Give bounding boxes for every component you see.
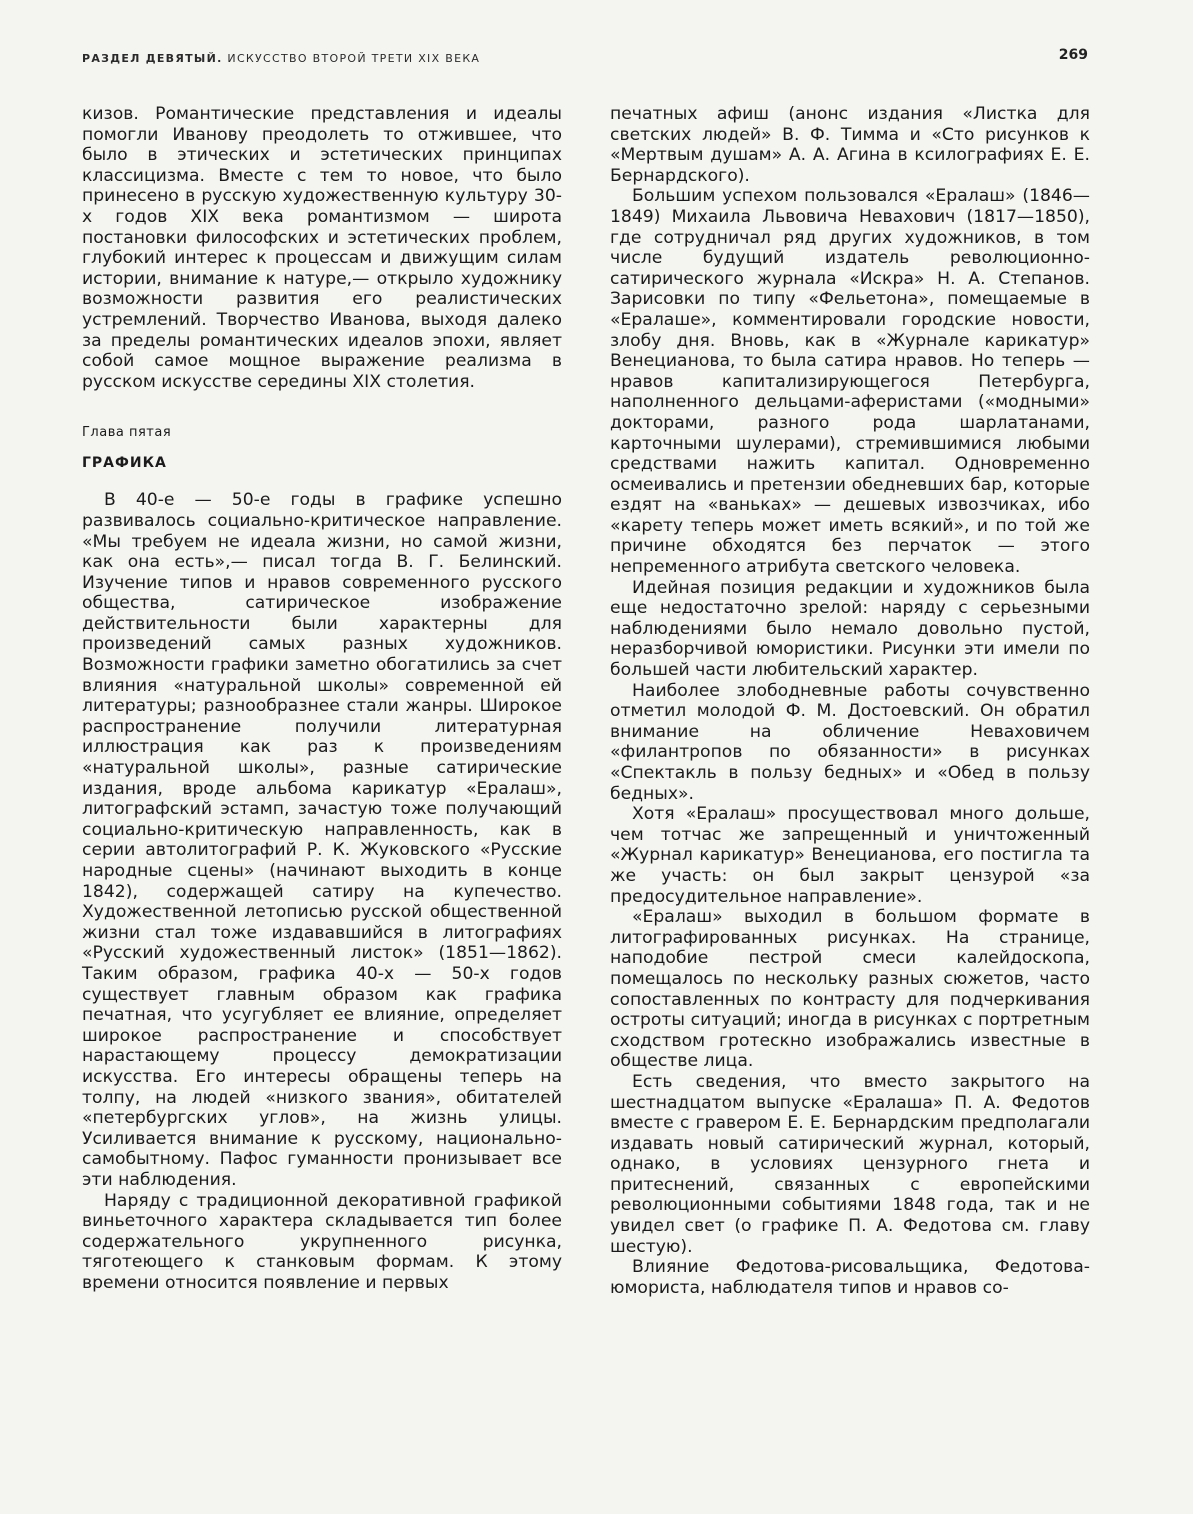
paragraph: Наряду с традиционной декоративной графикой виньеточного характера складывается тип более содержательного укрупненного рисунка, тяготеющего к станковым формам. К этому времени относится появление и первых — [82, 1190, 562, 1293]
section-label: РАЗДЕЛ ДЕВЯТЫЙ. — [82, 52, 223, 65]
paragraph: Наиболее злободневные работы сочувственно отметил молодой Ф. М. Достоевский. Он обратил внимание на обличение Неваховичем «филантропов по обязанности» в рисунках «Спектакль в пользу бедных» и «Обед в пользу бедных». — [610, 680, 1090, 804]
chapter-title: ГРАФИКА — [82, 455, 167, 472]
paragraph: Хотя «Ералаш» просуществовал много дольше, чем тотчас же запрещенный и уничтоженный «Журнал карикатур» Венецианова, его постигла та же участь: он был закрыт цензурой «за предосудительное направление». — [610, 804, 1090, 907]
paragraph: Есть сведения, что вместо закрытого на шестнадцатом выпуске «Ералаша» П. А. Федотов вместе с гравером Е. Е. Бернардским предполагали издавать новый сатирический журнал, который, однако, в условиях цензурного гнета и притеснений, связанных с европейскими революционными событиями 1848 года, так и не увидел свет (о графике П. А. Федотова см. главу шестую). — [610, 1071, 1090, 1257]
paragraph: В 40-е — 50-е годы в графике успешно развивалось социально-критическое направление. «Мы требуем не идеала жизни, но самой жизни, как она есть»,— писал тогда В. Г. Белинский. Изучение типов и нравов современного русского общества, сатирическое изображение действительности были характерны для произведений самых разных художников. Возможности графики заметно обогатились за счет влияния «натуральной школы» современной ей литературы; разнообразнее стали жанры. Широкое распространение получили литературная иллюстрация как раз к произведениям «натуральной школы», разные сатирические издания, вроде альбома карикатур «Ералаш», литографский эстамп, зачастую тоже получающий социально-критическую направленность, как в серии автолитографий Р. К. Жуковского «Русские народные сцены» (начинают выходить в конце 1842), содержащей сатиру на купечество. Художественной летописью русской общественной жизни стал тоже издававшийся в литографиях «Русский художественный листок» (1851—1862). Таким образом, графика 40-х — 50-х годов существует главным образом как графика печатная, что усугубляет ее влияние, определяет широкое распространение и способствует нарастающему процессу демократизации искусства. Его интересы обращены теперь на толпу, на людей «низкого звания», обитателей «петербургских углов», на жизнь улицы. Усиливается внимание к русскому, национально-самобытному. Пафос гуманности пронизывает все эти наблюдения. — [82, 490, 562, 1190]
left-column — [82, 104, 562, 1293]
right-column — [610, 104, 1090, 1298]
chapter-label: Глава пятая — [82, 425, 172, 441]
section-subtitle: ИСКУССТВО ВТОРОЙ ТРЕТИ XIX ВЕКА — [227, 52, 481, 65]
paragraph: печатных афиш (анонс издания «Листка для светских людей» В. Ф. Тимма и «Сто рисунков к «Мертвым душам» А. А. Агина в ксилографиях Е. Е. Бернардского). — [610, 104, 1090, 186]
paragraph: Идейная позиция редакции и художников была еще недостаточно зрелой: наряду с серьезными наблюдениями было немало довольно пустой, неразборчивой юмористики. Рисунки эти имели по большей части любительский характер. — [610, 577, 1090, 681]
paragraph: Большим успехом пользовался «Ералаш» (1846—1849) Михаила Львовича Невахович (1817—1850), где сотрудничал ряд других художников, в том числе будущий издатель революционно-сатирического журнала «Искра» Н. А. Степанов. Зарисовки по типу «Фельетона», помещаемые в «Ералаше», комментировали городские новости, злобу дня. Вновь, как в «Журнале карикатур» Венецианова, то была сатира нравов. Но теперь — нравов капитализирующегося Петербурга, наполненного дельцами-аферистами («модными» докторами, разного рода шарлатанами, карточными шулерами), стремившимися любыми средствами нажить капитал. Одновременно осмеивались и претензии обедневших бар, которые ездят на «ваньках» — дешевых извозчиках, ибо «карету теперь может иметь всякий», и по той же причине обходятся без перчаток — этого непременного атрибута светского человека. — [610, 186, 1090, 578]
running-head — [82, 52, 480, 65]
paragraph: «Ералаш» выходил в большом формате в литографированных рисунках. На странице, наподобие пестрой смеси калейдоскопа, помещалось по нескольку разных сюжетов, часто сопоставленных по контрасту для подчеркивания остроты ситуаций; иногда в рисунках с портретным сходством гротескно изображались известные в обществе лица. — [610, 907, 1090, 1072]
paragraph: Влияние Федотова-рисовальщика, Федотова-юмориста, наблюдателя типов и нравов со- — [610, 1257, 1090, 1298]
paragraph: кизов. Романтические представления и идеалы помогли Иванову преодолеть то отжившее, что было в этических и эстетических принципах классицизма. Вместе с тем то новое, что было принесено в русскую художественную культуру 30-х годов XIX века романтизмом — широта постановки философских и эстетических проблем, глубокий интерес к процессам и движущим силам истории, внимание к натуре,— открыло художнику возможности развития его реалистических устремлений. Творчество Иванова, выходя далеко за пределы романтических идеалов эпохи, являет собой самое мощное выражение реализма в русском искусстве середины XIX столетия. — [82, 104, 562, 392]
page-number: 269 — [1058, 47, 1088, 63]
